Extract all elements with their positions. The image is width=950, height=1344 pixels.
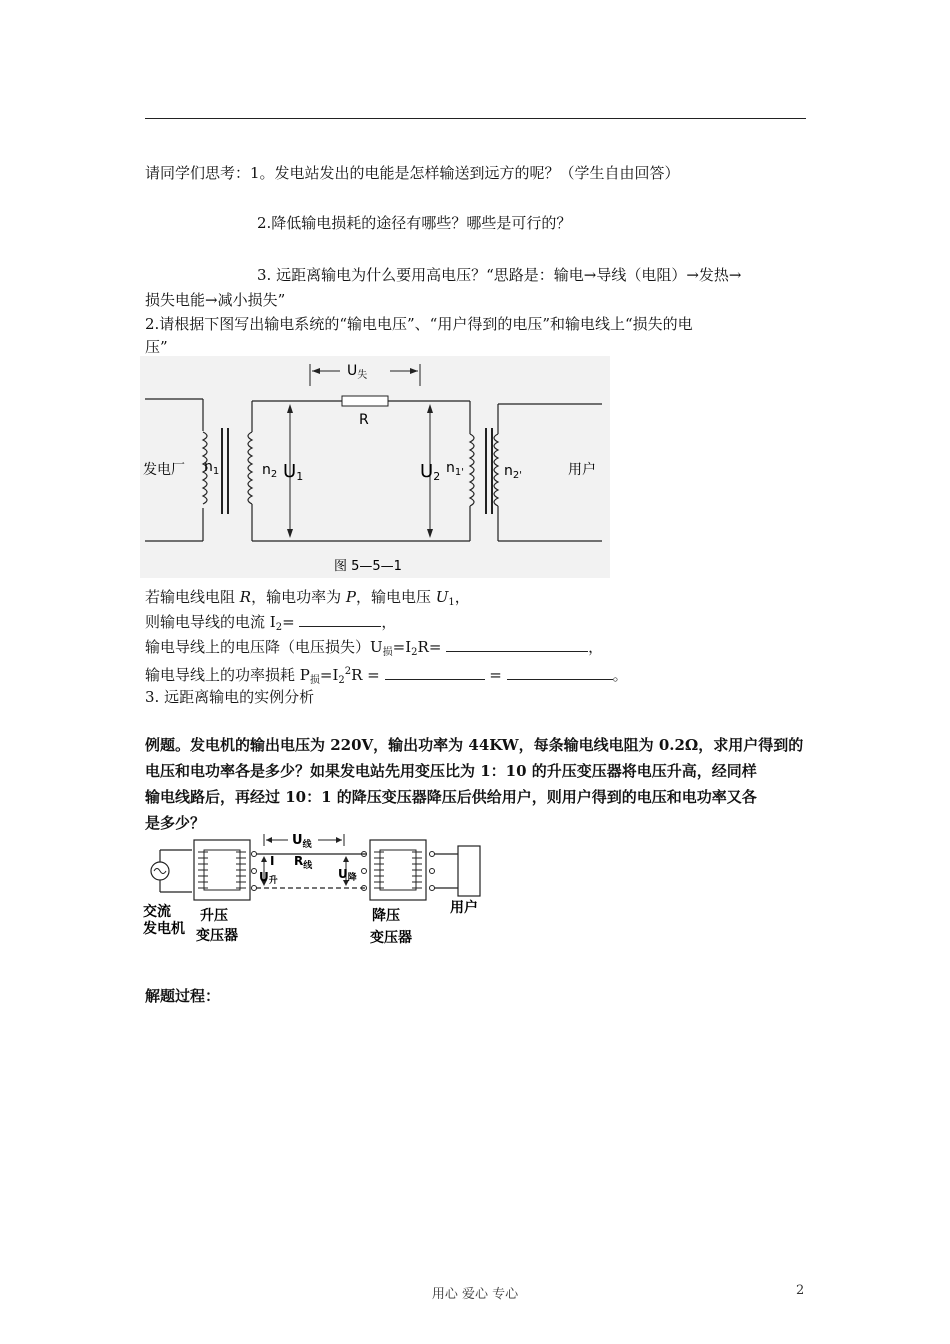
n1-label: $n_1$ [204,459,220,477]
n2-label: $n_2$ [262,462,278,480]
question-2: 2.降低输电损耗的途径有哪些？哪些是可行的？ [257,214,572,232]
user-load [458,846,480,896]
question-intro: 请同学们思考：1。发电站发出的电能是怎样输送到远方的呢？（学生自由回答） [145,164,680,182]
step-down-label-2: 变压器 [370,930,412,946]
question-3-line-1: 3. 远距离输电为什么要用高电压？“思路是：输电→导线（电阻）→发热→ [257,266,742,284]
resistor [342,396,388,406]
example-line-2: 电压和电功率各是多少？如果发电站先用变压比为 1：10 的升压变压器将电压升高，经同样 [145,762,757,780]
formula-given: 若输电线电阻 R，输电功率为 P，输电电压 $U_1$， [145,588,470,608]
r-line-label: $R_线$ [294,854,313,871]
header-rule [145,118,806,119]
step-up-label-2: 变压器 [196,928,238,944]
section-3-heading: 3. 远距离输电的实例分析 [145,688,315,706]
u2-label: U2 [420,461,441,483]
task-2-line-2: 压” [145,338,168,356]
answer-blank-current[interactable] [299,611,381,627]
step-up-label-1: 升压 [200,908,228,924]
page-number: 2 [796,1283,805,1298]
step-down-label-1: 降压 [372,908,400,924]
user-label: 用户 [568,462,596,478]
ac-label-1: 交流 [143,904,171,920]
transmission-diagram [140,356,610,578]
example-line-3: 输电线路后，再经过 10：1 的降压变压器降压后供给用户，则用户得到的电压和电功率又各 [145,788,757,806]
resistor-label: R [359,412,369,428]
u-up-label: U升 [259,870,278,886]
u-line-label: $U_线$ [292,833,312,850]
answer-blank-power-loss-2[interactable] [507,664,613,680]
power-plant-label: 发电厂 [143,462,185,478]
page-footer: 用心 爱心 专心 [431,1287,519,1302]
formula-voltage-loss: 输电导线上的电压降（电压损失）$U_损=I_2R=$ ， [145,638,604,658]
u-loss-label: $U_失$ [347,363,368,381]
u1-label: U1 [283,461,304,483]
example-line-1: 例题。发电机的输出电压为 220V，输出功率为 44KW，每条输电线电阻为 0.2Ω，求用户得到的 [145,736,804,754]
formula-power-loss: 输电导线上的功率损耗 $P_损=I_2^2R$ = = 。 [145,666,628,686]
formula-current: 则输电导线的电流 $I_2=$ ， [145,613,397,633]
answer-blank-voltage-loss[interactable] [446,636,588,652]
step-transformer-diagram [140,832,500,952]
solution-heading: 解题过程： [145,987,221,1005]
question-3-line-2: 损失电能→减小损失” [145,291,286,309]
answer-blank-power-loss-1[interactable] [385,664,485,680]
task-2-line-1: 2.请根据下图写出输电系统的“输电电压”、“用户得到的电压”和输电线上“损失的电 [145,315,693,333]
ac-label-2: 发电机 [143,921,185,937]
figure-caption: 图 5—5—1 [334,559,402,574]
u-down-label: U降 [338,867,357,883]
user-label-2: 用户 [450,900,478,916]
current-label: I [270,854,275,868]
n1-prime-label: $n_{1'}$ [446,460,464,478]
n2-prime-label: $n_{2'}$ [504,463,522,481]
example-line-4: 是多少？ [145,814,206,832]
